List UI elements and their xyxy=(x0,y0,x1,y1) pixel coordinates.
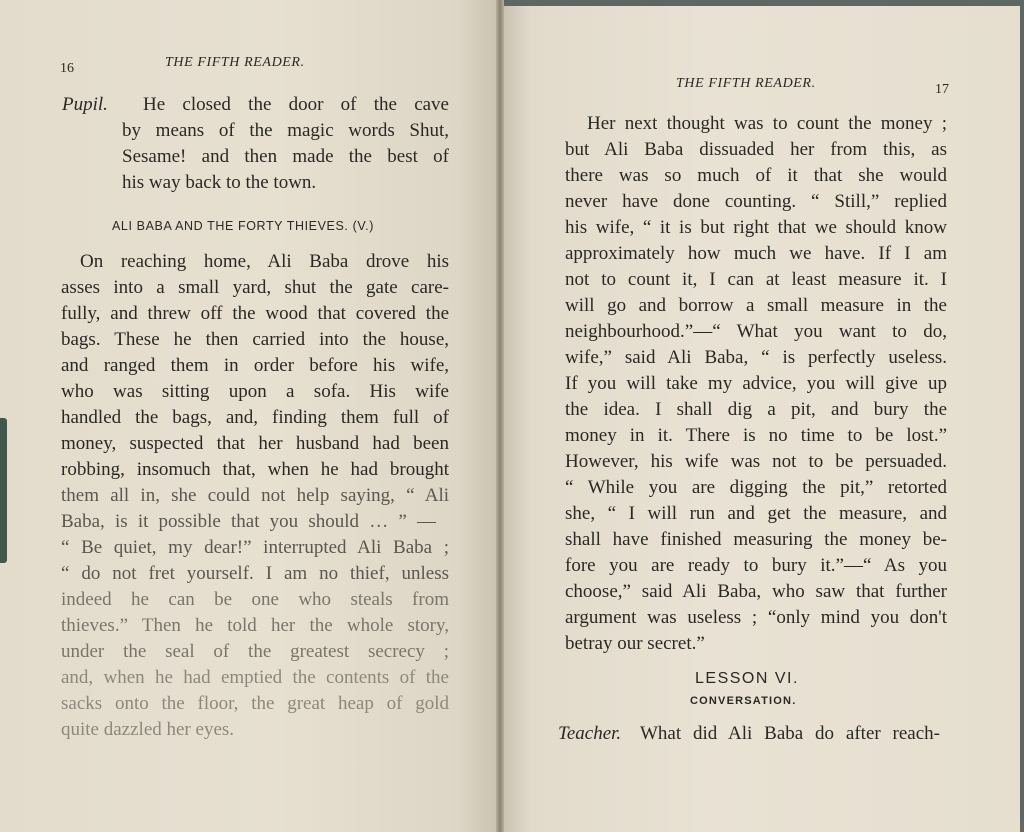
section-heading: ALI BABA AND THE FORTY THIEVES. (V.) xyxy=(112,219,374,233)
lesson-heading: LESSON VI. xyxy=(695,670,799,687)
running-head: THE FIFTH READER. xyxy=(165,55,305,70)
body-line: “ Be quiet, my dear!” interrupted Ali Baba ; xyxy=(61,537,449,558)
body-line: she, “ I will run and get the measure, and xyxy=(565,503,947,524)
running-head: THE FIFTH READER. xyxy=(676,76,816,91)
body-line: never have done counting. “ Still,” replied xyxy=(565,191,947,212)
speaker-label-pupil: Pupil. xyxy=(62,94,108,115)
right-page xyxy=(500,6,1020,832)
body-line: his wife, “ it is but right that we should know xyxy=(565,217,947,238)
body-line: Baba, is it possible that you should … ” — xyxy=(61,511,436,532)
speaker-label-teacher: Teacher. xyxy=(558,723,622,744)
body-line: them all in, she could not help saying, “ Ali xyxy=(61,485,449,506)
body-line: money in it. There is no time to be lost.” xyxy=(565,425,947,446)
body-line: and, when he had emptied the contents of the xyxy=(61,667,449,688)
book-gutter xyxy=(496,0,504,832)
body-line: sacks onto the floor, the great heap of gold xyxy=(61,693,449,714)
body-line: neighbourhood.”—“ What you want to do, xyxy=(565,321,947,342)
body-line: quite dazzled her eyes. xyxy=(61,719,235,740)
body-line: fully, and threw off the wood that covered the xyxy=(61,303,449,324)
body-line: asses into a small yard, shut the gate care- xyxy=(61,277,449,298)
body-line: betray our secret.” xyxy=(565,633,705,654)
body-line: there was so much of it that she would xyxy=(565,165,947,186)
pupil-line: Sesame! and then made the best of xyxy=(122,146,449,167)
page-number: 17 xyxy=(935,82,949,97)
body-line: will go and borrow a small measure in the xyxy=(565,295,947,316)
body-line: who was sitting upon a sofa. His wife xyxy=(61,381,449,402)
body-line: and ranged them in order before his wife, xyxy=(61,355,449,376)
pupil-line: by means of the magic words Shut, xyxy=(122,120,449,141)
body-line: but Ali Baba dissuaded her from this, as xyxy=(565,139,947,160)
page-number: 16 xyxy=(60,61,74,76)
body-line: approximately how much we have. If I am xyxy=(565,243,947,264)
body-line: handled the bags, and, finding them full of xyxy=(61,407,449,428)
body-line: shall have finished measuring the money be- xyxy=(565,529,947,550)
bookmark-tab xyxy=(0,418,7,563)
pupil-line: He closed the door of the cave xyxy=(143,94,449,115)
body-line: “ While you are digging the pit,” retorted xyxy=(565,477,947,498)
body-line: wife,” said Ali Baba, “ is perfectly useless. xyxy=(565,347,947,368)
pupil-line: his way back to the town. xyxy=(122,172,317,193)
body-line: fore you are ready to bury it.”—“ As you xyxy=(565,555,947,576)
body-line: On reaching home, Ali Baba drove his xyxy=(80,251,449,272)
body-line: not to count it, I can at least measure it. I xyxy=(565,269,947,290)
body-line: argument was useless ; “only mind you don't xyxy=(565,607,947,628)
body-line: bags. These he then carried into the house, xyxy=(61,329,449,350)
body-line: robbing, insomuch that, when he had brought xyxy=(61,459,449,480)
lesson-subheading: CONVERSATION. xyxy=(690,695,797,707)
body-line: money, suspected that her husband had been xyxy=(61,433,449,454)
body-line: indeed he can be one who steals from xyxy=(61,589,449,610)
left-page xyxy=(0,0,500,832)
body-line: However, his wife was not to be persuaded. xyxy=(565,451,947,472)
body-line: Her next thought was to count the money ; xyxy=(587,113,947,134)
teacher-line: What did Ali Baba do after reach- xyxy=(640,723,940,744)
body-line: “ do not fret yourself. I am no thief, unless xyxy=(61,563,449,584)
body-line: choose,” said Ali Baba, who saw that further xyxy=(565,581,947,602)
body-line: under the seal of the greatest secrecy ; xyxy=(61,641,449,662)
body-line: If you will take my advice, you will give up xyxy=(565,373,947,394)
body-line: the idea. I shall dig a pit, and bury the xyxy=(565,399,947,420)
body-line: thieves.” Then he told her the whole story, xyxy=(61,615,449,636)
